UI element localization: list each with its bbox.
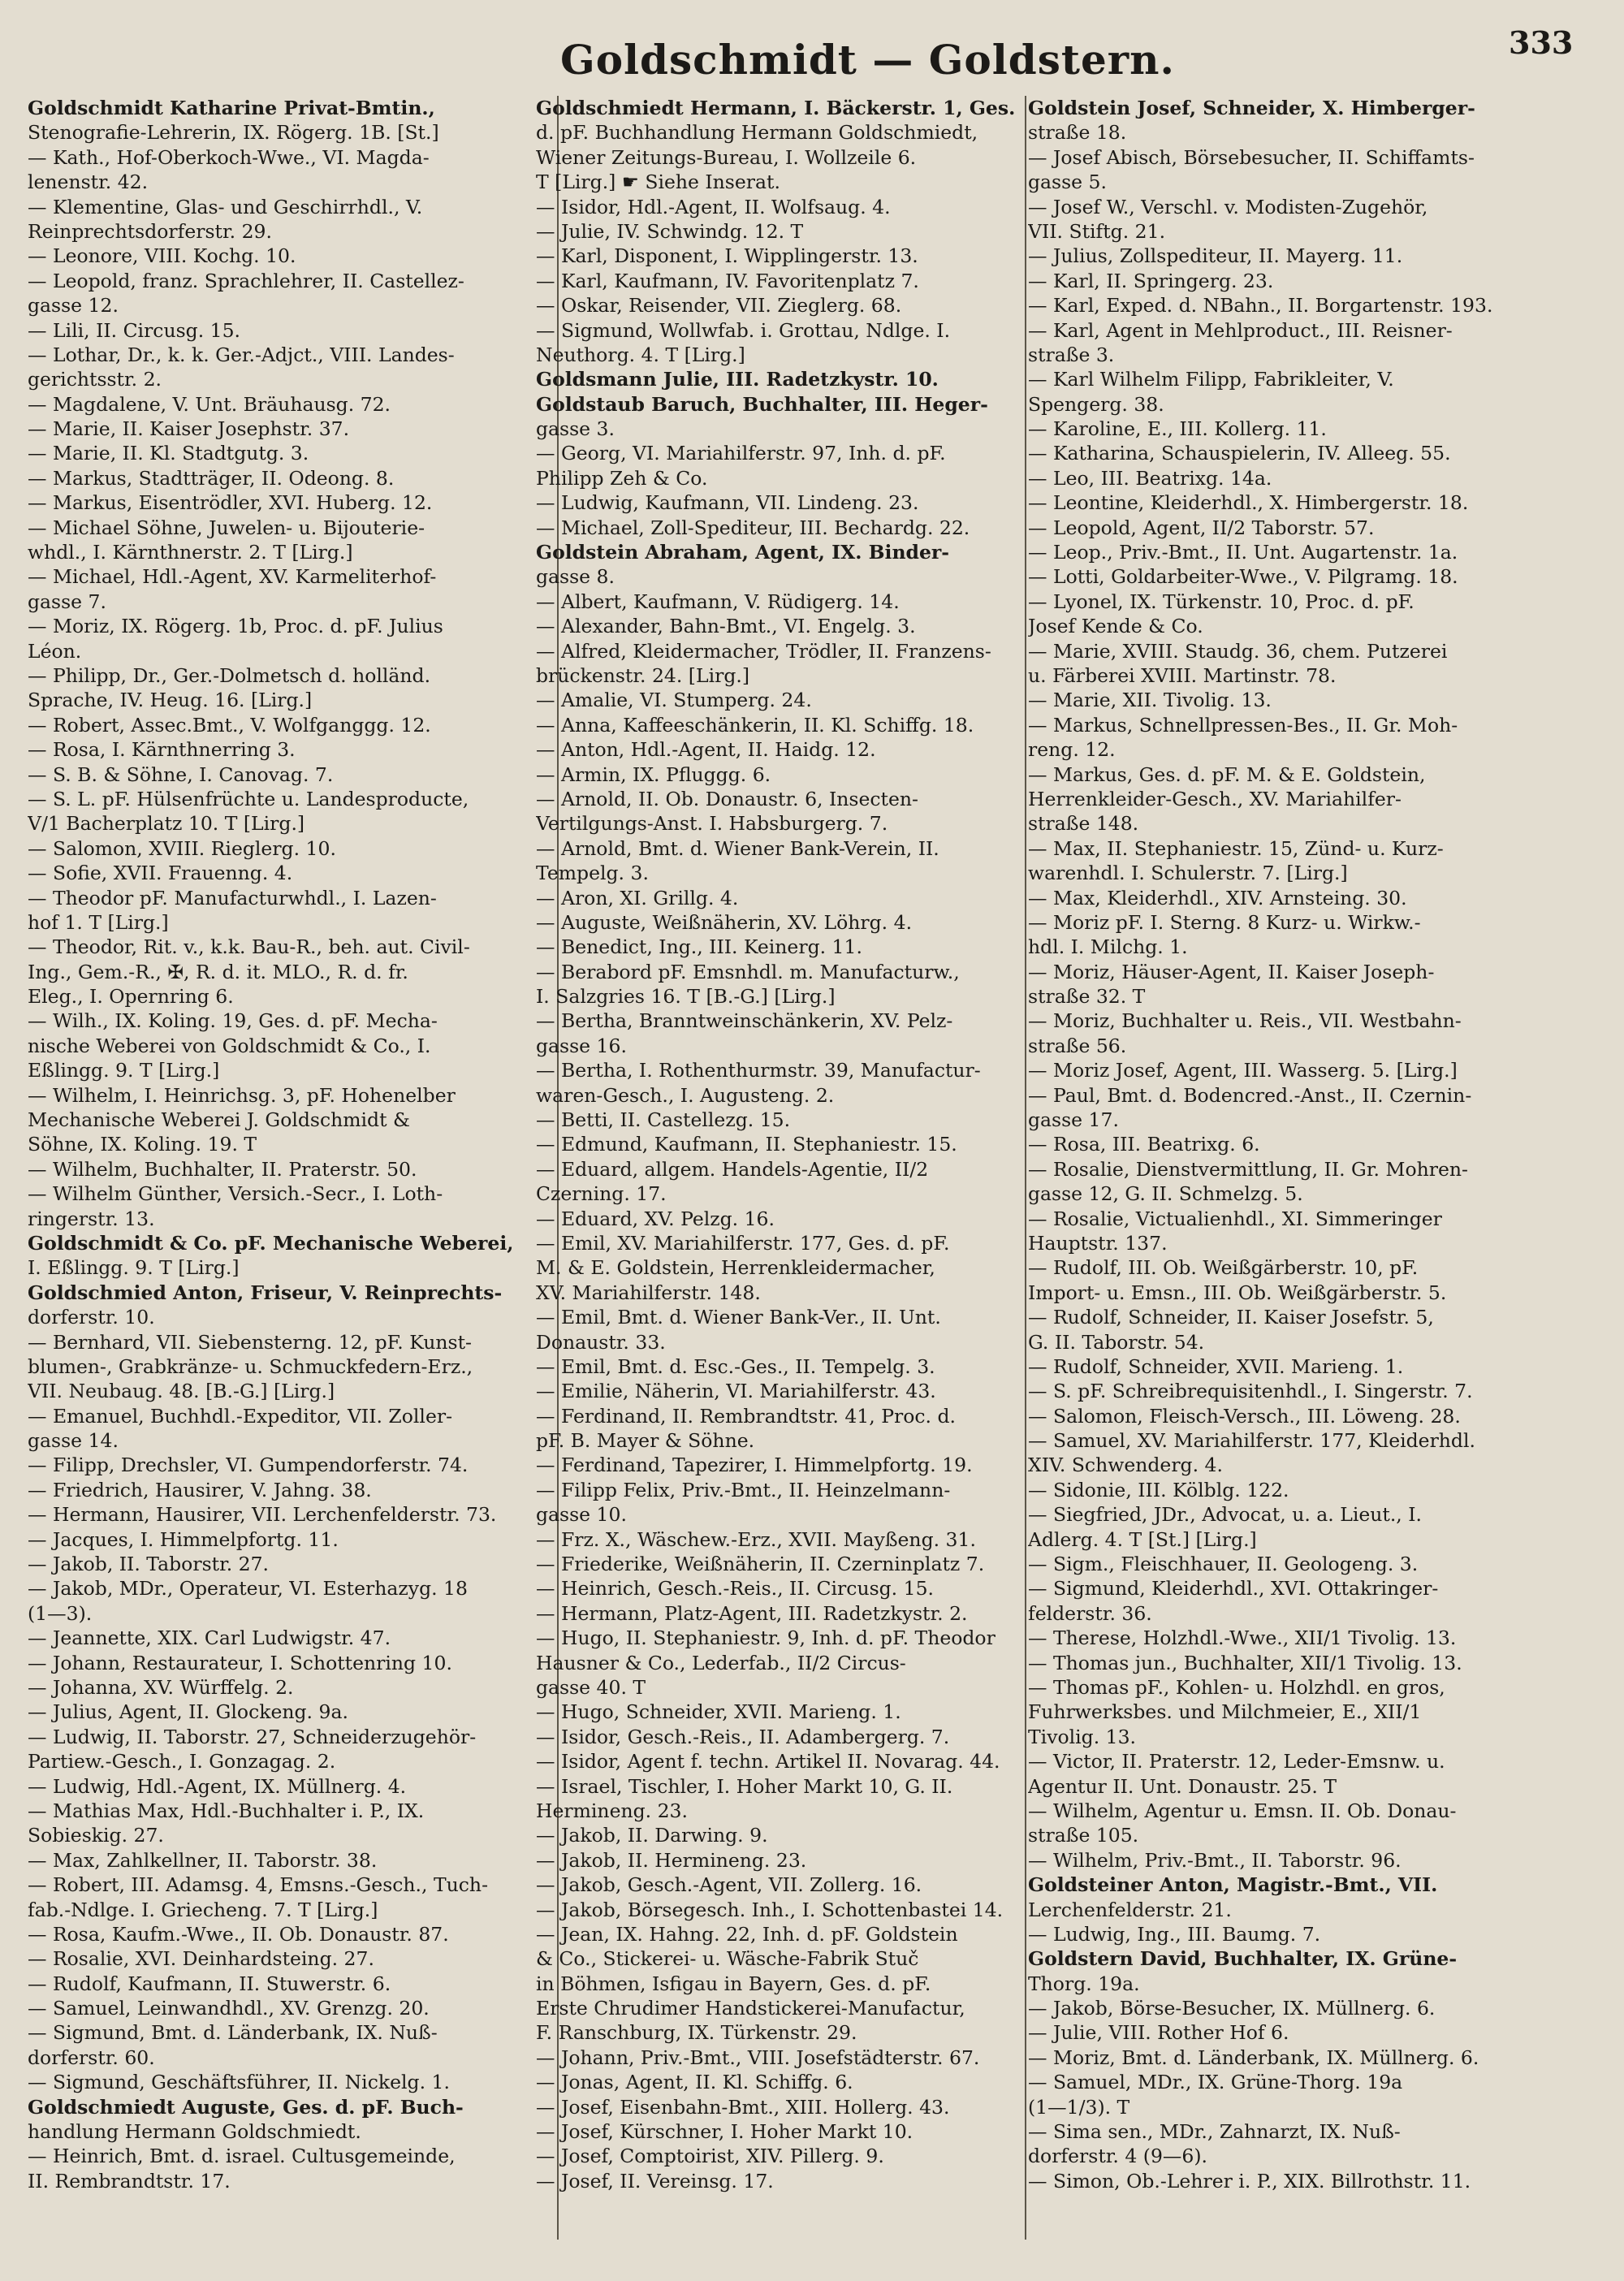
- entry-line: gasse 12, G. II. Schmelzg. 5.: [1028, 1182, 1303, 1206]
- entry-line: — Aron, XI. Grillg. 4.: [536, 886, 739, 909]
- entry-line: — Theodor pF. Manufacturwhdl., I. Lazen-: [28, 886, 437, 909]
- entry-line: (1—1/3). T: [1028, 2095, 1130, 2119]
- entry-line: — Jonas, Agent, II. Kl. Schiffg. 6.: [536, 2071, 853, 2094]
- entry-line: — Sofie, XVII. Frauenng. 4.: [28, 862, 293, 885]
- column-2: [536, 96, 1038, 2193]
- entry-line: VII. Stiftg. 21.: [1028, 219, 1166, 243]
- entry-line: Wiener Zeitungs-Bureau, I. Wollzeile 6.: [536, 145, 917, 169]
- entry-line: — Markus, Schnellpressen-Bes., II. Gr. Moh-: [1028, 713, 1458, 737]
- entry-line: — Max, II. Stephaniestr. 15, Zünd- u. Kurz-: [1028, 836, 1444, 860]
- entry-line: — Markus, Eisentrödler, XVI. Huberg. 12.: [28, 491, 433, 515]
- entry-line: — Filipp, Drechsler, VI. Gumpendorferstr. 74.: [28, 1454, 469, 1477]
- entry-line: Thorg. 19a.: [1028, 1972, 1140, 1995]
- entry-line: — Karl, II. Springerg. 23.: [1028, 269, 1274, 292]
- entry-line: — Rosalie, Dienstvermittlung, II. Gr. Mohren-: [1028, 1157, 1468, 1181]
- entry-line: — Wilhelm, Buchhalter, II. Praterstr. 50.: [28, 1157, 417, 1181]
- entry-line: — Betti, II. Castellezg. 15.: [536, 1108, 791, 1132]
- entry-line: straße 56.: [1028, 1034, 1127, 1057]
- entry-line: — Josef, Comptoirist, XIV. Pillerg. 9.: [536, 2145, 884, 2168]
- entry-line: hof 1. T [Lirg.]: [28, 910, 169, 934]
- entry-line: whdl., I. Kärnthnerstr. 2. T [Lirg.]: [28, 541, 353, 564]
- entry-line: dorferstr. 10.: [28, 1306, 155, 1329]
- entry-line: — Jakob, II. Hermineng. 23.: [536, 1848, 807, 1872]
- entry-line: — Lotti, Goldarbeiter-Wwe., V. Pilgramg. 18.: [1028, 565, 1458, 589]
- entry-line: Hauptstr. 137.: [1028, 1231, 1168, 1255]
- entry-line: — Sigmund, Kleiderhdl., XVI. Ottakringer-: [1028, 1577, 1439, 1601]
- entry-line: — Sigm., Fleischhauer, II. Geologeng. 3.: [1028, 1553, 1419, 1576]
- entry-line: — Hermann, Platz-Agent, III. Radetzkystr. 2.: [536, 1601, 968, 1625]
- entry-line: warenhdl. I. Schulerstr. 7. [Lirg.]: [1028, 862, 1348, 885]
- entry-line: waren-Gesch., I. Augusteng. 2.: [536, 1083, 835, 1107]
- entry-line: — Johann, Restaurateur, I. Schottenring 10.: [28, 1651, 452, 1674]
- entry-line: — Jakob, Gesch.-Agent, VII. Zollerg. 16.: [536, 1873, 922, 1897]
- entry-line: dorferstr. 60.: [28, 2046, 155, 2069]
- entry-line: — Jakob, Börse-Besucher, IX. Müllnerg. 6.: [1028, 1997, 1436, 2020]
- entry-line: gasse 8.: [536, 565, 615, 589]
- entry-line: — Karl Wilhelm Filipp, Fabrikleiter, V.: [1028, 368, 1394, 391]
- entry-line: — Johanna, XV. Würffelg. 2.: [28, 1676, 294, 1699]
- entry-line: — Anton, Hdl.-Agent, II. Haidg. 12.: [536, 738, 876, 762]
- entry-line: — Eduard, XV. Pelzg. 16.: [536, 1207, 775, 1230]
- surname-heading-line: Goldstein Abraham, Agent, IX. Binder-: [536, 541, 950, 564]
- surname-heading-line: Goldstein Josef, Schneider, X. Himberger-: [1028, 97, 1475, 119]
- entry-line: — Max, Zahlkellner, II. Taborstr. 38.: [28, 1848, 378, 1872]
- entry-line: F. Ranschburg, IX. Türkenstr. 29.: [536, 2021, 857, 2045]
- entry-line: — Bertha, I. Rothenthurmstr. 39, Manufactur-: [536, 1059, 981, 1082]
- entry-line: — Lothar, Dr., k. k. Ger.-Adjct., VIII. Landes-: [28, 343, 455, 366]
- entry-line: — Karl, Agent in Mehlproduct., III. Reisner-: [1028, 318, 1453, 342]
- entry-line: — Victor, II. Praterstr. 12, Leder-Emsnw. u.: [1028, 1750, 1445, 1773]
- entry-line: reng. 12.: [1028, 738, 1116, 762]
- entry-line: — Thomas jun., Buchhalter, XII/1 Tivolig. 13.: [1028, 1651, 1462, 1674]
- entry-line: — Thomas pF., Kohlen- u. Holzhdl. en gros,: [1028, 1676, 1445, 1699]
- entry-line: — Eduard, allgem. Handels-Agentie, II/2: [536, 1157, 929, 1181]
- entry-line: — Albert, Kaufmann, V. Rüdigerg. 14.: [536, 590, 900, 613]
- entry-line: — Armin, IX. Pfluggg. 6.: [536, 762, 771, 786]
- entry-line: — Berabord pF. Emsnhdl. m. Manufacturw.,: [536, 960, 960, 983]
- entry-line: II. Rembrandtstr. 17.: [28, 2169, 231, 2192]
- entry-line: — Friederike, Weißnäherin, II. Czerninplatz 7.: [536, 1553, 985, 1576]
- entry-line: — Sigmund, Geschäftsführer, II. Nickelg. 1.: [28, 2071, 450, 2094]
- entry-line: — Amalie, VI. Stumperg. 24.: [536, 689, 812, 712]
- entry-line: — Emil, XV. Mariahilferstr. 177, Ges. d. pF.: [536, 1231, 950, 1255]
- entry-line: — Wilhelm, Priv.-Bmt., II. Taborstr. 96.: [1028, 1848, 1402, 1872]
- entry-line: — Heinrich, Gesch.-Reis., II. Circusg. 15.: [536, 1577, 934, 1601]
- entry-line: XIV. Schwenderg. 4.: [1028, 1454, 1223, 1477]
- surname-heading-line: Goldstaub Baruch, Buchhalter, III. Heger-: [536, 392, 988, 416]
- entry-line: — Samuel, Leinwandhdl., XV. Grenzg. 20.: [28, 1997, 430, 2020]
- entry-line: — S. L. pF. Hülsenfrüchte u. Landesproducte,: [28, 787, 469, 810]
- entry-line: — S. pF. Schreibrequisitenhdl., I. Singerstr. 7.: [1028, 1380, 1473, 1403]
- entry-line: in Böhmen, Isfigau in Bayern, Ges. d. pF.: [536, 1972, 931, 1995]
- entry-line: Herrenkleider-Gesch., XV. Mariahilfer-: [1028, 787, 1402, 810]
- entry-line: — Bernhard, VII. Siebensterng. 12, pF. Kunst-: [28, 1330, 472, 1354]
- entry-line: — Klementine, Glas- und Geschirrhdl., V.: [28, 195, 423, 218]
- entry-line: brückenstr. 24. [Lirg.]: [536, 663, 749, 687]
- entry-line: Agentur II. Unt. Donaustr. 25. T: [1028, 1774, 1337, 1798]
- entry-line: — Moriz, Häuser-Agent, II. Kaiser Joseph-: [1028, 960, 1435, 983]
- entry-line: — Karoline, E., III. Kollerg. 11.: [1028, 417, 1327, 441]
- entry-line: V/1 Bacherplatz 10. T [Lirg.]: [28, 812, 305, 836]
- entry-line: dorferstr. 4 (9—6).: [1028, 2145, 1207, 2168]
- entry-line: ringerstr. 13.: [28, 1207, 155, 1230]
- entry-line: Hausner & Co., Lederfab., II/2 Circus-: [536, 1651, 906, 1674]
- entry-line: — Josef W., Verschl. v. Modisten-Zugehör,: [1028, 195, 1428, 218]
- entry-line: & Co., Stickerei- u. Wäsche-Fabrik Stuč: [536, 1947, 919, 1971]
- entry-line: gasse 7.: [28, 590, 106, 613]
- entry-line: — Max, Kleiderhdl., XIV. Arnsteing. 30.: [1028, 886, 1407, 909]
- entry-line: — Julius, Agent, II. Glockeng. 9a.: [28, 1700, 348, 1724]
- entry-line: pF. B. Mayer & Söhne.: [536, 1429, 755, 1453]
- entry-line: Import- u. Emsn., III. Ob. Weißgärberstr. 5.: [1028, 1281, 1447, 1304]
- entry-line: — Rudolf, Schneider, II. Kaiser Josefstr. 5,: [1028, 1306, 1434, 1329]
- entry-line: straße 105.: [1028, 1824, 1139, 1847]
- entry-line: gasse 14.: [28, 1429, 119, 1453]
- entry-line: — Isidor, Hdl.-Agent, II. Wolfsaug. 4.: [536, 195, 891, 218]
- entry-line: — Hugo, II. Stephaniestr. 9, Inh. d. pF. Theodor: [536, 1627, 996, 1650]
- page-number: 333: [1509, 24, 1574, 61]
- entry-line: — Sigmund, Bmt. d. Länderbank, IX. Nuß-: [28, 2021, 438, 2045]
- surname-heading-line: Goldstern David, Buchhalter, IX. Grüne-: [1028, 1947, 1458, 1971]
- entry-line: — Magdalene, V. Unt. Bräuhausg. 72.: [28, 392, 391, 416]
- entry-line: VII. Neubaug. 48. [B.-G.] [Lirg.]: [28, 1380, 335, 1403]
- entry-line: gasse 10.: [536, 1503, 627, 1527]
- entry-line: — Ludwig, Kaufmann, VII. Lindeng. 23.: [536, 491, 919, 515]
- entry-line: — S. B. & Söhne, I. Canovag. 7.: [28, 762, 334, 786]
- entry-line: — Jakob, Börsegesch. Inh., I. Schottenbastei 14.: [536, 1898, 1004, 1921]
- entry-line: Partiew.-Gesch., I. Gonzagag. 2.: [28, 1750, 336, 1773]
- running-title: Goldschmidt — Goldstern.: [560, 36, 1175, 84]
- entry-line: — Isidor, Gesch.-Reis., II. Adambergerg. 7.: [536, 1725, 950, 1748]
- entry-line: lenenstr. 42.: [28, 171, 149, 194]
- entry-line: Söhne, IX. Koling. 19. T: [28, 1133, 257, 1156]
- entry-line: — Michael, Hdl.-Agent, XV. Karmeliterhof-: [28, 565, 437, 589]
- entry-line: Ing., Gem.-R., ✠, R. d. it. MLO., R. d. fr.: [28, 960, 408, 983]
- entry-line: hdl. I. Milchg. 1.: [1028, 935, 1188, 959]
- entry-line: XV. Mariahilferstr. 148.: [536, 1281, 761, 1304]
- entry-line: — Karl, Exped. d. NBahn., II. Borgartenstr. 193.: [1028, 294, 1493, 318]
- entry-line: — Edmund, Kaufmann, II. Stephaniestr. 15.: [536, 1133, 957, 1156]
- entry-line: — Jean, IX. Hahng. 22, Inh. d. pF. Goldstein: [536, 1922, 958, 1946]
- entry-line: felderstr. 36.: [1028, 1601, 1152, 1625]
- entry-line: Vertilgungs-Anst. I. Habsburgerg. 7.: [536, 812, 888, 836]
- entry-line: straße 3.: [1028, 343, 1115, 366]
- entry-line: — Jakob, II. Darwing. 9.: [536, 1824, 768, 1847]
- entry-line: — Rosalie, XVI. Deinhardsteing. 27.: [28, 1947, 374, 1971]
- entry-line: Neuthorg. 4. T [Lirg.]: [536, 343, 745, 366]
- entry-line: gasse 16.: [536, 1034, 627, 1057]
- entry-line: gasse 40. T: [536, 1676, 646, 1699]
- entry-line: — Johann, Priv.-Bmt., VIII. Josefstädterstr. 67.: [536, 2046, 980, 2069]
- entry-line: — Filipp Felix, Priv.-Bmt., II. Heinzelmann-: [536, 1478, 951, 1501]
- entry-line: Eßlingg. 9. T [Lirg.]: [28, 1059, 220, 1082]
- entry-line: — Rudolf, Kaufmann, II. Stuwerstr. 6.: [28, 1972, 391, 1995]
- surname-heading-line: Goldschmied Anton, Friseur, V. Reinprechts-: [28, 1281, 503, 1304]
- entry-line: Mechanische Weberei J. Goldschmidt &: [28, 1108, 410, 1132]
- entry-line: straße 18.: [1028, 121, 1127, 145]
- entry-line: gasse 3.: [536, 417, 615, 441]
- entry-line: — Theodor, Rit. v., k.k. Bau-R., beh. aut. Civil-: [28, 935, 470, 959]
- entry-line: — Frz. X., Wäschew.-Erz., XVII. Mayßeng. 31.: [536, 1527, 976, 1551]
- entry-line: — Moriz, Buchhalter u. Reis., VII. Westbahn-: [1028, 1009, 1462, 1033]
- entry-line: nische Weberei von Goldschmidt & Co., I.: [28, 1034, 431, 1057]
- entry-line: — Leop., Priv.-Bmt., II. Unt. Augartenstr. 1a.: [1028, 541, 1458, 564]
- entry-line: — Moriz, Bmt. d. Länderbank, IX. Müllnerg. 6.: [1028, 2046, 1479, 2069]
- entry-line: Stenografie-Lehrerin, IX. Rögerg. 1B. [St.]: [28, 121, 439, 145]
- entry-line: — Moriz Josef, Agent, III. Wasserg. 5. [Lirg.]: [1028, 1059, 1458, 1082]
- entry-line: — Jeannette, XIX. Carl Ludwigstr. 47.: [28, 1627, 391, 1650]
- entry-line: — Josef Abisch, Börsebesucher, II. Schiffamts-: [1028, 145, 1475, 169]
- entry-line: Donaustr. 33.: [536, 1330, 666, 1354]
- entry-line: — Georg, VI. Mariahilferstr. 97, Inh. d. pF.: [536, 442, 946, 465]
- entry-line: Erste Chrudimer Handstickerei-Manufactur,: [536, 1997, 965, 2020]
- entry-line: — Auguste, Weißnäherin, XV. Löhrg. 4.: [536, 910, 913, 934]
- entry-line: — Ludwig, II. Taborstr. 27, Schneiderzugehör-: [28, 1725, 477, 1748]
- entry-line: — Rosalie, Victualienhdl., XI. Simmeringer: [1028, 1207, 1442, 1230]
- entry-line: straße 148.: [1028, 812, 1139, 836]
- entry-line: I. Salzgries 16. T [B.-G.] [Lirg.]: [536, 985, 836, 1009]
- entry-line: — Robert, Assec.Bmt., V. Wolfganggg. 12.: [28, 713, 431, 737]
- surname-heading-line: Goldschmidt & Co. pF. Mechanische Weberei,: [28, 1231, 514, 1255]
- entry-line: — Bertha, Branntweinschänkerin, XV. Pelz-: [536, 1009, 953, 1033]
- entry-line: — Julie, VIII. Rother Hof 6.: [1028, 2021, 1289, 2045]
- entry-line: Reinprechtsdorferstr. 29.: [28, 219, 272, 243]
- entry-line: Adlerg. 4. T [St.] [Lirg.]: [1028, 1527, 1257, 1551]
- entry-line: Sobieskig. 27.: [28, 1824, 164, 1847]
- entry-line: (1—3).: [28, 1601, 93, 1625]
- entry-line: — Josef, Kürschner, I. Hoher Markt 10.: [536, 2120, 914, 2144]
- entry-line: — Oskar, Reisender, VII. Zieglerg. 68.: [536, 294, 902, 318]
- entry-line: — Wilhelm, I. Heinrichsg. 3, pF. Hohenelber: [28, 1083, 456, 1107]
- entry-line: Léon.: [28, 639, 82, 663]
- entry-line: gerichtsstr. 2.: [28, 368, 162, 391]
- entry-line: — Rosa, Kaufm.-Wwe., II. Ob. Donaustr. 87.: [28, 1922, 449, 1946]
- entry-line: — Arnold, II. Ob. Donaustr. 6, Insecten-: [536, 787, 918, 810]
- entry-line: — Lyonel, IX. Türkenstr. 10, Proc. d. pF.: [1028, 590, 1415, 613]
- column-3: [1028, 96, 1561, 2193]
- entry-line: Josef Kende & Co.: [1028, 615, 1203, 638]
- entry-line: — Marie, XII. Tivolig. 13.: [1028, 689, 1272, 712]
- entry-line: handlung Hermann Goldschmiedt.: [28, 2120, 361, 2144]
- entry-line: — Emil, Bmt. d. Wiener Bank-Ver., II. Unt.: [536, 1306, 941, 1329]
- entry-line: — Lili, II. Circusg. 15.: [28, 318, 241, 342]
- entry-line: Tivolig. 13.: [1028, 1725, 1137, 1748]
- entry-line: — Josef, Eisenbahn-Bmt., XIII. Hollerg. 43.: [536, 2095, 950, 2119]
- entry-line: — Wilhelm, Agentur u. Emsn. II. Ob. Donau-: [1028, 1799, 1457, 1822]
- entry-line: — Anna, Kaffeeschänkerin, II. Kl. Schiffg. 18.: [536, 713, 974, 737]
- entry-line: Tempelg. 3.: [536, 862, 649, 885]
- entry-line: straße 32. T: [1028, 985, 1146, 1009]
- entry-line: Philipp Zeh & Co.: [536, 466, 708, 490]
- entry-line: — Leo, III. Beatrixg. 14a.: [1028, 466, 1272, 490]
- entry-line: — Paul, Bmt. d. Bodencred.-Anst., II. Czernin-: [1028, 1083, 1472, 1107]
- entry-line: — Jakob, II. Taborstr. 27.: [28, 1553, 270, 1576]
- entry-line: Sprache, IV. Heug. 16. [Lirg.]: [28, 689, 313, 712]
- entry-line: fab.-Ndlge. I. Griecheng. 7. T [Lirg.]: [28, 1898, 378, 1921]
- surname-heading-line: Goldsmann Julie, III. Radetzkystr. 10.: [536, 368, 939, 391]
- entry-line: — Marie, II. Kl. Stadtgutg. 3.: [28, 442, 309, 465]
- entry-line: — Sima sen., MDr., Zahnarzt, IX. Nuß-: [1028, 2120, 1401, 2144]
- entry-line: — Julius, Zollspediteur, II. Mayerg. 11.: [1028, 244, 1403, 268]
- entry-line: — Karl, Kaufmann, IV. Favoritenplatz 7.: [536, 269, 919, 292]
- entry-line: Lerchenfelderstr. 21.: [1028, 1898, 1232, 1921]
- entry-line: — Emanuel, Buchhdl.-Expeditor, VII. Zoller-: [28, 1404, 453, 1428]
- column-1: [28, 96, 560, 2193]
- entry-line: gasse 17.: [1028, 1108, 1119, 1132]
- entry-line: Fuhrwerksbes. und Milchmeier, E., XII/1: [1028, 1700, 1422, 1724]
- entry-line: — Marie, II. Kaiser Josephstr. 37.: [28, 417, 350, 441]
- entry-line: — Simon, Ob.-Lehrer i. P., XIX. Billrothstr. 11.: [1028, 2169, 1471, 2192]
- entry-line: — Wilh., IX. Koling. 19, Ges. d. pF. Mecha-: [28, 1009, 438, 1033]
- entry-line: — Sigmund, Wollwfab. i. Grottau, Ndlge. I.: [536, 318, 951, 342]
- entry-line: — Karl, Disponent, I. Wipplingerstr. 13.: [536, 244, 918, 268]
- entry-line: — Ferdinand, II. Rembrandtstr. 41, Proc. d.: [536, 1404, 956, 1428]
- entry-line: — Hermann, Hausirer, VII. Lerchenfelderstr. 73.: [28, 1503, 497, 1527]
- entry-line: — Markus, Ges. d. pF. M. & E. Goldstein,: [1028, 762, 1426, 786]
- entry-line: — Moriz pF. I. Sterng. 8 Kurz- u. Wirkw.-: [1028, 910, 1421, 934]
- entry-line: — Rosa, I. Kärnthnerring 3.: [28, 738, 296, 762]
- entry-line: — Alexander, Bahn-Bmt., VI. Engelg. 3.: [536, 615, 916, 638]
- entry-line: — Leopold, franz. Sprachlehrer, II. Castellez-: [28, 269, 464, 292]
- entry-line: Hermineng. 23.: [536, 1799, 688, 1822]
- entry-line: — Moriz, IX. Rögerg. 1b, Proc. d. pF. Julius: [28, 615, 443, 638]
- entry-line: — Emilie, Näherin, VI. Mariahilferstr. 43.: [536, 1380, 936, 1403]
- entry-line: — Rudolf, III. Ob. Weißgärberstr. 10, pF.: [1028, 1256, 1419, 1280]
- entry-line: — Arnold, Bmt. d. Wiener Bank-Verein, II.: [536, 836, 939, 860]
- entry-line: — Wilhelm Günther, Versich.-Secr., I. Loth-: [28, 1182, 443, 1206]
- entry-line: — Samuel, XV. Mariahilferstr. 177, Kleiderhdl.: [1028, 1429, 1475, 1453]
- entry-line: Eleg., I. Opernring 6.: [28, 985, 234, 1009]
- entry-line: — Israel, Tischler, I. Hoher Markt 10, G. II.: [536, 1774, 953, 1798]
- entry-line: — Hugo, Schneider, XVII. Marieng. 1.: [536, 1700, 901, 1724]
- entry-line: — Samuel, MDr., IX. Grüne-Thorg. 19a: [1028, 2071, 1403, 2094]
- entry-line: — Philipp, Dr., Ger.-Dolmetsch d. holländ.: [28, 663, 431, 687]
- surname-heading-line: Goldschmidt Katharine Privat-Bmtin.,: [28, 97, 435, 119]
- entry-line: gasse 5.: [1028, 171, 1107, 194]
- entry-line: T [Lirg.] ☛ Siehe Inserat.: [536, 171, 780, 194]
- entry-line: — Isidor, Agent f. techn. Artikel II. Novarag. 44.: [536, 1750, 1000, 1773]
- entry-line: — Ludwig, Ing., III. Baumg. 7.: [1028, 1922, 1321, 1946]
- entry-line: — Markus, Stadtträger, II. Odeong. 8.: [28, 466, 395, 490]
- entry-line: — Julie, IV. Schwindg. 12. T: [536, 219, 804, 243]
- entry-line: — Sidonie, III. Kölblg. 122.: [1028, 1478, 1289, 1501]
- entry-line: — Salomon, XVIII. Rieglerg. 10.: [28, 836, 336, 860]
- surname-heading-line: Goldsteiner Anton, Magistr.-Bmt., VII.: [1028, 1873, 1438, 1897]
- entry-line: gasse 12.: [28, 294, 119, 318]
- entry-line: — Ferdinand, Tapezirer, I. Himmelpfortg. 19.: [536, 1454, 973, 1477]
- entry-line: — Michael, Zoll-Spediteur, III. Bechardg. 22.: [536, 516, 970, 539]
- entry-line: Czerning. 17.: [536, 1182, 667, 1206]
- entry-line: — Emil, Bmt. d. Esc.-Ges., II. Tempelg. 3.: [536, 1354, 935, 1378]
- entry-line: d. pF. Buchhandlung Hermann Goldschmiedt,: [536, 121, 978, 145]
- entry-line: — Heinrich, Bmt. d. israel. Cultusgemeinde,: [28, 2145, 456, 2168]
- entry-line: — Marie, XVIII. Staudg. 36, chem. Putzerei: [1028, 639, 1448, 663]
- entry-line: — Katharina, Schauspielerin, IV. Alleeg. 55.: [1028, 442, 1451, 465]
- entry-line: — Siegfried, JDr., Advocat, u. a. Lieut., I.: [1028, 1503, 1422, 1527]
- entry-line: — Friedrich, Hausirer, V. Jahng. 38.: [28, 1478, 372, 1501]
- entry-line: — Therese, Holzhdl.-Wwe., XII/1 Tivolig. 13.: [1028, 1627, 1457, 1650]
- entry-line: — Benedict, Ing., III. Keinerg. 11.: [536, 935, 862, 959]
- entry-line: Spengerg. 38.: [1028, 392, 1164, 416]
- entry-line: — Leonore, VIII. Kochg. 10.: [28, 244, 296, 268]
- entry-line: — Kath., Hof-Oberkoch-Wwe., VI. Magda-: [28, 145, 430, 169]
- entry-line: — Alfred, Kleidermacher, Trödler, II. Franzens-: [536, 639, 991, 663]
- entry-line: — Jacques, I. Himmelpfortg. 11.: [28, 1527, 339, 1551]
- entry-line: — Leontine, Kleiderhdl., X. Himbergerstr. 18.: [1028, 491, 1469, 515]
- entry-line: — Michael Söhne, Juwelen- u. Bijouterie-: [28, 516, 425, 539]
- entry-line: G. II. Taborstr. 54.: [1028, 1330, 1205, 1354]
- entry-line: M. & E. Goldstein, Herrenkleidermacher,: [536, 1256, 935, 1280]
- entry-line: — Robert, III. Adamsg. 4, Emsns.-Gesch., Tuch-: [28, 1873, 489, 1897]
- entry-line: — Rudolf, Schneider, XVII. Marieng. 1.: [1028, 1354, 1404, 1378]
- entry-line: — Leopold, Agent, II/2 Taborstr. 57.: [1028, 516, 1375, 539]
- surname-heading-line: Goldschmiedt Hermann, I. Bäckerstr. 1, Ges.: [536, 97, 1016, 119]
- entry-line: — Mathias Max, Hdl.-Buchhalter i. P., IX.: [28, 1799, 425, 1822]
- surname-heading-line: Goldschmiedt Auguste, Ges. d. pF. Buch-: [28, 2095, 464, 2119]
- entry-line: — Salomon, Fleisch-Versch., III. Löweng. 28.: [1028, 1404, 1461, 1428]
- entry-line: — Ludwig, Hdl.-Agent, IX. Müllnerg. 4.: [28, 1774, 407, 1798]
- entry-line: — Rosa, III. Beatrixg. 6.: [1028, 1133, 1260, 1156]
- entry-line: — Josef, II. Vereinsg. 17.: [536, 2169, 774, 2192]
- entry-line: I. Eßlingg. 9. T [Lirg.]: [28, 1256, 240, 1280]
- entry-line: blumen-, Grabkränze- u. Schmuckfedern-Erz.,: [28, 1354, 473, 1378]
- entry-line: u. Färberei XVIII. Martinstr. 78.: [1028, 663, 1337, 687]
- entry-line: — Jakob, MDr., Operateur, VI. Esterhazyg. 18: [28, 1577, 468, 1601]
